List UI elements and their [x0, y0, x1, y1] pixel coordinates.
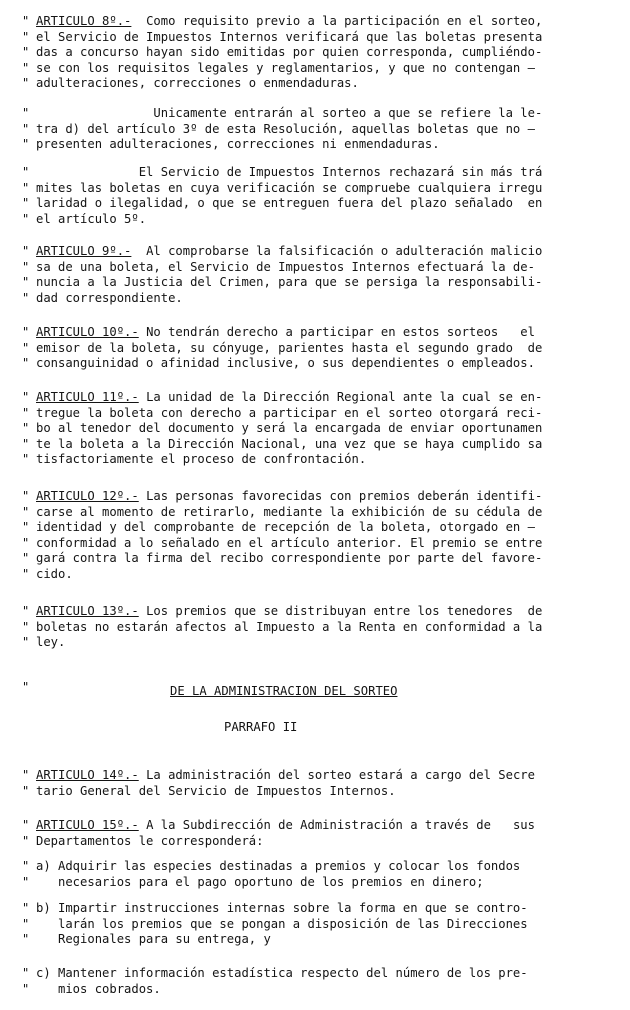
article-text: tisfactoriamente el proceso de confrontación.: [36, 452, 367, 466]
text-line: [36, 966, 612, 981]
text-line: [36, 356, 612, 371]
article-text: A la Subdirección de Administración a través de sus: [138, 818, 535, 832]
text-line: [36, 505, 612, 520]
article-text: La unidad de la Dirección Regional ante la cual se en-: [138, 390, 543, 404]
section-heading: DE LA ADMINISTRACION DEL SORTEO: [170, 684, 398, 698]
margin-quote-mark: ": [22, 489, 30, 503]
text-line: [36, 567, 612, 582]
text-line: [36, 604, 612, 619]
text-line: [36, 834, 612, 849]
margin-quote-mark: ": [22, 901, 30, 915]
margin-quote-mark: ": [22, 165, 30, 179]
text-line: [36, 859, 612, 874]
margin-quote-mark: ": [22, 340, 30, 355]
text-line: [36, 982, 612, 997]
article-text: conformidad a lo señalado en el artículo anterior. El premio se entre: [36, 535, 543, 550]
text-line: [36, 181, 612, 196]
text-line: [36, 122, 612, 137]
article-text: tario General del Servicio de Impuestos Internos.: [36, 783, 396, 798]
article-text: el Servicio de Impuestos Internos verificará que las boletas presenta: [36, 29, 543, 44]
margin-quote-mark: ": [22, 14, 30, 28]
margin-quote-mark: ": [22, 818, 30, 832]
article-text: No tendrán derecho a participar en estos sorteos el: [138, 325, 535, 339]
article-text: tregue la boleta con derecho a participar en el sorteo otorgará reci-: [36, 405, 543, 420]
text-line: [36, 76, 612, 91]
margin-quote-mark: ": [22, 833, 30, 848]
article-text: ley.: [36, 635, 66, 649]
text-line: [36, 784, 612, 799]
text-line: [36, 421, 612, 436]
article-text: b) Impartir instrucciones internas sobre la forma en que se contro-: [36, 901, 528, 915]
margin-quote-mark: ": [22, 137, 30, 151]
text-line: [36, 212, 612, 227]
article-text: carse al momento de retirarlo, mediante la exhibición de su cédula de: [36, 504, 543, 519]
margin-quote-mark: ": [22, 619, 30, 634]
article-heading: ARTICULO 14º.-: [36, 768, 139, 782]
article-text: Como requisito previo a la participación en el sorteo,: [131, 14, 543, 28]
margin-quote-mark: ": [22, 76, 30, 90]
margin-quote-mark: ": [22, 259, 30, 274]
paragraph-heading: PARRAFO II: [224, 720, 298, 734]
article-text: bo al tenedor del documento y será la encargada de enviar oportunamen: [36, 421, 543, 435]
article-text: mites las boletas en cuya verificación se compruebe cualquiera irregu: [36, 180, 543, 195]
article-heading: ARTICULO 13º.-: [36, 604, 139, 618]
text-line: [36, 536, 612, 551]
article-text: dad correspondiente.: [36, 290, 183, 305]
article-text: adulteraciones, correcciones o enmendaduras.: [36, 76, 359, 90]
margin-quote-mark: ": [22, 452, 30, 466]
margin-quote-mark: ": [22, 859, 30, 873]
margin-quote-mark: ": [22, 29, 30, 44]
margin-quote-mark: ": [22, 535, 30, 550]
article-text: boletas no estarán afectos al Impuesto a la Renta en conformidad a la: [36, 619, 543, 634]
text-line: [36, 489, 612, 504]
text-line: [36, 406, 612, 421]
text-line: [36, 452, 612, 467]
margin-quote-mark: ": [22, 45, 30, 59]
article-text: Departamentos le corresponderá:: [36, 833, 264, 848]
margin-quote-mark: ": [22, 106, 30, 120]
text-line: [36, 165, 612, 180]
margin-quote-mark: ": [22, 180, 30, 195]
text-line: [36, 45, 612, 60]
article-text: La administración del sorteo estará a cargo del Secre: [138, 768, 535, 782]
article-text: presenten adulteraciones, correcciones ni enmendaduras.: [36, 137, 440, 151]
margin-quote-mark: ": [22, 551, 30, 565]
article-heading: ARTICULO 8º.-: [36, 14, 132, 28]
margin-quote-mark: ": [22, 768, 30, 782]
text-line: [36, 137, 612, 152]
margin-quote-mark: ": [22, 916, 30, 931]
margin-quote-mark: ": [22, 244, 30, 258]
article-heading: ARTICULO 10º.-: [36, 325, 139, 339]
article-heading: ARTICULO 15º.-: [36, 818, 139, 832]
text-line: [36, 901, 612, 916]
article-text: laridad o ilegalidad, o que se entreguen fuera del plazo señalado en: [36, 196, 543, 210]
text-line: [36, 551, 612, 566]
margin-quote-mark: ": [22, 932, 30, 946]
article-text: c) Mantener información estadística respecto del número de los pre-: [36, 966, 528, 980]
margin-quote-mark: ": [22, 604, 30, 618]
text-line: [36, 768, 612, 783]
article-text: gará contra la firma del recibo correspondiente por parte del favore-: [36, 551, 543, 565]
margin-quote-mark: ": [22, 436, 30, 451]
margin-quote-mark: ": [22, 874, 30, 889]
text-line: [36, 437, 612, 452]
article-text: mios cobrados.: [36, 981, 161, 996]
article-heading: ARTICULO 11º.-: [36, 390, 139, 404]
article-text: Al comprobarse la falsificación o adulteración malicio: [131, 244, 543, 258]
text-line: [36, 635, 612, 650]
margin-quote-mark: ": [22, 566, 30, 581]
article-text: cido.: [36, 566, 73, 581]
margin-quote-mark: ": [22, 275, 30, 289]
article-text: se con los requisitos legales y reglamentarios, y que no contengan —: [36, 60, 535, 75]
article-text: consanguinidad o afinidad inclusive, o sus dependientes o empleados.: [36, 356, 535, 370]
text-line: [36, 244, 612, 259]
article-text: a) Adquirir las especies destinadas a premios y colocar los fondos: [36, 859, 521, 873]
margin-quote-mark: ": [22, 421, 30, 435]
article-text: emisor de la boleta, su cónyuge, parientes hasta el segundo grado de: [36, 340, 543, 355]
text-line: [36, 932, 612, 947]
article-text: necesarios para el pago oportuno de los premios en dinero;: [36, 874, 484, 889]
text-line: [36, 275, 612, 290]
article-text: identidad y del comprobante de recepción de la boleta, otorgado en —: [36, 520, 535, 534]
margin-quote-mark: ": [22, 520, 30, 534]
text-line: [36, 260, 612, 275]
text-line: [36, 341, 612, 356]
margin-quote-mark: ": [22, 325, 30, 339]
text-line: [36, 30, 612, 45]
text-line: [36, 106, 612, 121]
margin-quote-mark: ": [22, 196, 30, 210]
article-text: Las personas favorecidas con premios deberán identifi-: [138, 489, 543, 503]
text-line: [36, 325, 612, 340]
margin-quote-mark: ": [22, 680, 30, 694]
margin-quote-mark: ": [22, 390, 30, 404]
margin-quote-mark: ": [22, 60, 30, 75]
margin-quote-mark: ": [22, 504, 30, 519]
article-text: el artículo 5º.: [36, 211, 147, 226]
text-line: [36, 917, 612, 932]
text-line: [36, 875, 612, 890]
margin-quote-mark: ": [22, 981, 30, 996]
margin-quote-mark: ": [22, 121, 30, 136]
text-line: [36, 61, 612, 76]
text-line: [36, 14, 612, 29]
article-text: tra d) del artículo 3º de esta Resolución, aquellas boletas que no —: [36, 121, 535, 136]
article-heading: ARTICULO 12º.-: [36, 489, 139, 503]
text-line: [36, 620, 612, 635]
margin-quote-mark: ": [22, 405, 30, 420]
article-heading: ARTICULO 9º.-: [36, 244, 132, 258]
article-text: te la boleta a la Dirección Nacional, una vez que se haya cumplido sa: [36, 436, 543, 451]
article-text: Unicamente entrarán al sorteo a que se refiere la le-: [36, 106, 543, 120]
text-line: [36, 291, 612, 306]
margin-quote-mark: ": [22, 966, 30, 980]
article-text: nuncia a la Justicia del Crimen, para que se persiga la responsabili-: [36, 275, 543, 289]
margin-quote-mark: ": [22, 783, 30, 798]
margin-quote-mark: ": [22, 635, 30, 649]
margin-quote-mark: ": [22, 290, 30, 305]
text-line: [36, 818, 612, 833]
article-text: Regionales para su entrega, y: [36, 932, 271, 946]
text-line: [36, 520, 612, 535]
article-text: Los premios que se distribuyan entre los tenedores de: [138, 604, 543, 618]
margin-quote-mark: ": [22, 356, 30, 370]
text-line: [36, 390, 612, 405]
article-text: larán los premios que se pongan a disposición de las Direcciones: [36, 916, 528, 931]
article-text: El Servicio de Impuestos Internos rechazará sin más trá: [36, 165, 543, 179]
article-text: das a concurso hayan sido emitidas por quien corresponda, cumpliéndo-: [36, 45, 543, 59]
article-text: sa de una boleta, el Servicio de Impuestos Internos efectuará la de-: [36, 259, 535, 274]
text-line: [36, 196, 612, 211]
margin-quote-mark: ": [22, 211, 30, 226]
